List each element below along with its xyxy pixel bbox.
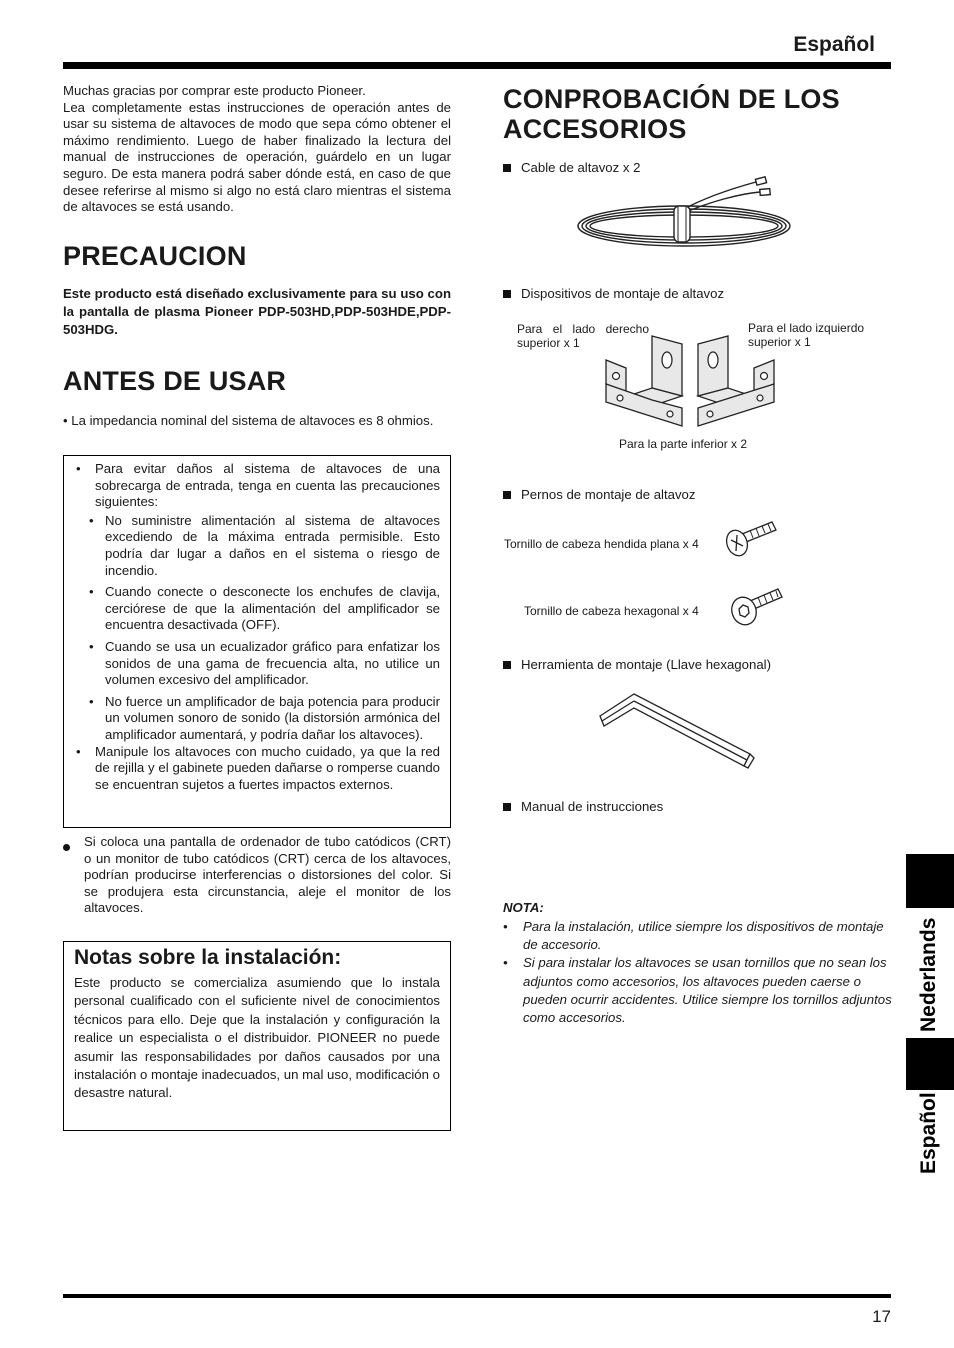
notas-text: Este producto se comercializa asumiendo que lo instala personal cualificado con el suficiente nivel de conocimientos técnicos para ello. Deje que la instalación y configuración la realice un especialista o el distribuidor. PIONEER no puede asumir las responsabilidades por daños causados por una instalación o montaje inadecuados, un mal uso, modificación o desastre natural. bbox=[74, 975, 440, 1101]
square-bullet-icon bbox=[503, 661, 511, 669]
intro-text: Muchas gracias por comprar este producto Pioneer. Lea completamente estas instrucciones de operación antes de usar su sistema de altavoces de modo que sepa cómo obtener el máximo rendimiento. Luego de haber finalizado la lectura del manual de instrucciones de operación, guárdelo en un lugar seguro. De esta manera podrá saber dónde está, en caso de que desee referirse al mismo si algo no está claro mientras el sistema de altavoces se está usando. bbox=[63, 83, 451, 215]
accessory-tool: Herramienta de montaje (Llave hexagonal) bbox=[503, 657, 893, 674]
nota-label: NOTA: bbox=[503, 900, 544, 915]
impedance-text: • La impedancia nominal del sistema de altavoces es 8 ohmios. bbox=[63, 413, 434, 428]
tab-nederlands[interactable]: Nederlands bbox=[917, 917, 940, 1032]
language-header: Español bbox=[793, 33, 875, 56]
accessory-cable: Cable de altavoz x 2 bbox=[503, 160, 893, 177]
box-sub-item: • No fuerce un amplificador de baja potencia para producir un volumen sonoro de sonido (la distorsión armónica del amplificador aumentará, y podría dañar los altavoces). bbox=[89, 693, 440, 742]
mounting-brackets-illustration bbox=[600, 330, 780, 434]
accessory-bolts: Pernos de montaje de altavoz bbox=[503, 487, 893, 504]
box-sub-item: • Cuando conecte o desconecte los enchufes de clavija, cerciórese de que la alimentación del amplificador se encuentra desactivada (OFF). bbox=[89, 584, 440, 633]
speaker-cable-illustration bbox=[574, 176, 806, 252]
square-bullet-icon bbox=[503, 803, 511, 811]
tab-block-bottom bbox=[906, 1038, 954, 1090]
precautions-box bbox=[63, 455, 451, 828]
screw-hex-label: Tornillo de cabeza hexagonal x 4 bbox=[524, 604, 699, 618]
flat-head-screw-icon bbox=[722, 518, 780, 562]
accessory-manual: Manual de instrucciones bbox=[503, 799, 893, 816]
tab-espanol[interactable]: Español bbox=[917, 1092, 940, 1174]
box-sub-item: • No suministre alimentación al sistema de altavoces excediendo de la máxima entrada permisible. Esto podría dar lugar a daños en el sistema o riesgo de incendio. bbox=[89, 512, 440, 578]
box-bullet: • Para evitar daños al sistema de altavoces de una sobrecarga de entrada, tenga en cuenta las precauciones siguientes: bbox=[76, 461, 440, 510]
box-bullet: • Manipule los altavoces con mucho cuidado, ya que la red de rejilla y el gabinete pueden dañarse o romperse cuando se encuentran sujetos a fuertes impactos externos. bbox=[76, 743, 440, 792]
page-number: 17 bbox=[872, 1307, 891, 1326]
tab-block-top bbox=[906, 854, 954, 908]
square-bullet-icon bbox=[503, 491, 511, 499]
bracket-bottom-label: Para la parte inferior x 2 bbox=[619, 437, 748, 451]
bracket-right-label: Para el lado derecho superior x 1 bbox=[517, 322, 649, 350]
precaucion-text: Este producto está diseñado exclusivamente para su uso con la pantalla de plasma Pioneer PDP-503HD,PDP-503HDE,PDP-503HDG. bbox=[63, 286, 451, 337]
notas-title: Notas sobre la instalación: bbox=[74, 946, 342, 969]
bracket-left-label: Para el lado izquierdo superior x 1 bbox=[748, 321, 865, 349]
hex-key-illustration bbox=[594, 688, 758, 770]
crt-note: Si coloca una pantalla de ordenador de tubo catódicos (CRT) o un monitor de tubo catódicos (CRT) cerca de los altavoces, podrían producirse interferencias o distorsiones del color. Si se produjera esta circunstancia, aleje el monitor de los altavoces. bbox=[63, 834, 451, 917]
nota-list bbox=[503, 918, 893, 1027]
nota-item: • Si para instalar los altavoces se usan tornillos que no sean los adjuntos como accesorios, los altavoces pueden caerse o pueden ocurrir accidentes. Utilice siempre los tornillos adjuntos como accesorios. bbox=[503, 955, 892, 1026]
square-bullet-icon bbox=[503, 290, 511, 298]
nota-item: • Para la instalación, utilice siempre los dispositivos de montaje de accesorio. bbox=[503, 919, 884, 953]
square-bullet-icon bbox=[503, 164, 511, 172]
box-bullet-text-1: Para evitar daños al sistema de altavoces de una sobrecarga de entrada, tenga en cuenta las precauciones siguientes: bbox=[95, 461, 440, 510]
accesorios-title: CONPROBACIÓN DE LOS ACCESORIOS bbox=[503, 84, 840, 144]
bullet-dot-icon bbox=[63, 844, 70, 851]
notas-box bbox=[63, 941, 451, 1131]
hex-head-screw-icon bbox=[728, 585, 786, 631]
screw-flat-label: Tornillo de cabeza hendida plana x 4 bbox=[504, 537, 699, 551]
antes-title: ANTES DE USAR bbox=[63, 366, 287, 396]
accessory-brackets: Dispositivos de montaje de altavoz bbox=[503, 286, 893, 303]
box-bullet-text-2: Manipule los altavoces con mucho cuidado, ya que la red de rejilla y el gabinete pueden dañarse o romperse cuando se encuentran sujetos a fuertes impactos externos. bbox=[95, 743, 440, 792]
bottom-rule bbox=[63, 1294, 891, 1298]
precaucion-title: PRECAUCION bbox=[63, 241, 247, 271]
top-rule bbox=[63, 62, 891, 69]
box-sub-item: • Cuando se usa un ecualizador gráfico para enfatizar los sonidos de una gama de frecuencia alta, no utilice un volumen excesivo del amplificador. bbox=[89, 638, 440, 688]
